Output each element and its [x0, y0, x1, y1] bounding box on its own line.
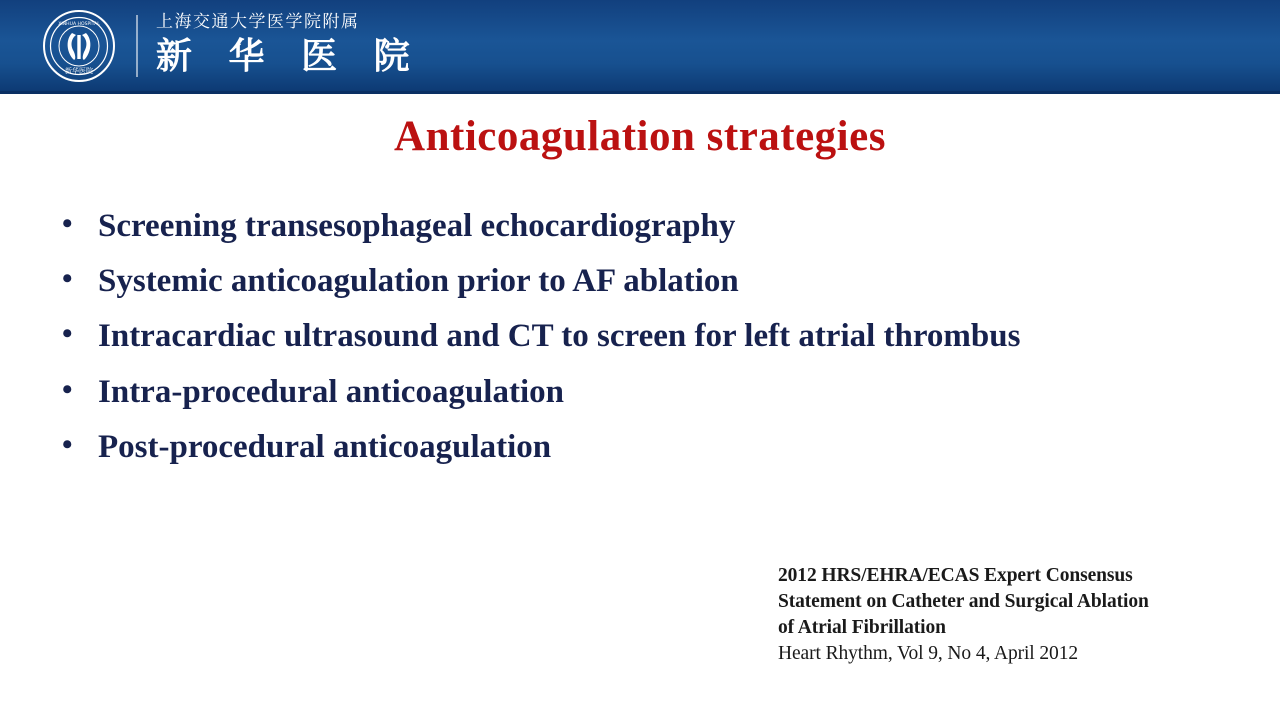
list-item: [62, 371, 1192, 413]
citation-line: Statement on Catheter and Surgical Ablation: [778, 590, 1149, 612]
citation-line: 2012 HRS/EHRA/ECAS Expert Consensus: [778, 565, 1133, 586]
logo-lockup: [0, 9, 422, 83]
list-item: [62, 205, 1192, 247]
hospital-affiliation: 上海交通大学医学院附属: [156, 11, 360, 32]
bullet-marker: •: [62, 317, 73, 351]
citation-block: [778, 563, 1258, 667]
bullet-marker: •: [62, 427, 73, 461]
hospital-logo-icon: [42, 9, 116, 83]
bullet-marker: •: [62, 262, 73, 296]
hospital-name-block: [156, 12, 422, 79]
list-item: [62, 315, 1192, 357]
list-item: [62, 260, 1192, 302]
list-item-text: Intracardiac ultrasound and CT to screen for left atrial thrombus: [98, 318, 1021, 355]
bullet-marker: •: [62, 372, 73, 406]
list-item-text: Screening transesophageal echocardiography: [98, 208, 736, 244]
list-item-text: Systemic anticoagulation prior to AF ablation: [98, 263, 739, 300]
list-item-text: Post-procedural anticoagulation: [98, 428, 552, 465]
citation-source: Heart Rhythm, Vol 9, No 4, April 2012: [778, 642, 1078, 664]
hospital-name: 新 华 医 院: [156, 36, 422, 78]
bullet-list: [62, 205, 1192, 481]
svg-text:新华医院: 新华医院: [65, 66, 93, 75]
logo-divider: [136, 15, 138, 77]
citation-line: of Atrial Fibrillation: [778, 616, 946, 638]
svg-text:XINHUA HOSPITAL: XINHUA HOSPITAL: [58, 21, 100, 27]
bullet-marker: •: [62, 207, 73, 240]
page-title: Anticoagulation strategies: [394, 113, 886, 160]
list-item-text: Intra-procedural anticoagulation: [98, 373, 564, 410]
header-banner: [0, 0, 1280, 94]
list-item: [62, 426, 1192, 468]
